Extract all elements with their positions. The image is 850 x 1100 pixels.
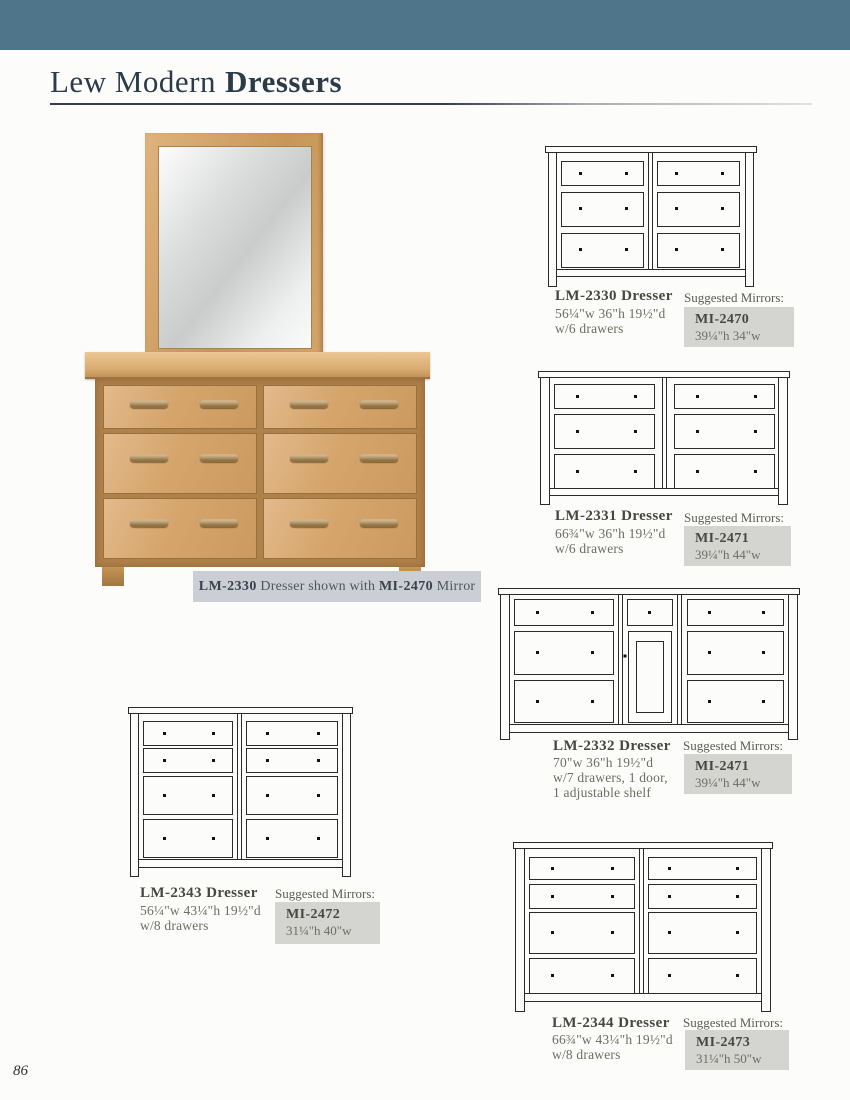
mirror-dimensions: 31¼"h 40"w — [286, 923, 352, 938]
photo-drawer — [263, 433, 417, 494]
suggested-mirror-box — [684, 307, 794, 347]
drawer-handle — [130, 400, 168, 408]
product-name: LM-2343 Dresser — [140, 885, 258, 901]
photo-caption — [193, 571, 481, 602]
drawer-handle — [360, 454, 398, 462]
photo-drawer — [103, 433, 257, 494]
caption-text: Dresser shown with — [256, 578, 379, 594]
product-config: w/8 drawers — [552, 1047, 621, 1062]
caption-mirror-model: MI-2470 — [378, 578, 434, 594]
mirror-dimensions: 39¼"h 34"w — [695, 328, 761, 343]
lm-2344-line-drawing — [513, 842, 773, 1012]
drawer-handle — [200, 519, 238, 527]
page-title-regular: Lew Modern — [50, 64, 216, 99]
drawer-handle — [360, 400, 398, 408]
drawer-handle — [360, 519, 398, 527]
product-config: w/7 drawers, 1 door, — [553, 770, 668, 785]
suggested-mirrors-label: Suggested Mirrors: — [683, 1015, 784, 1030]
drawer-handle — [130, 519, 168, 527]
product-config: w/6 drawers — [555, 321, 624, 336]
drawer-handle — [290, 454, 328, 462]
product-dimensions: 56¼"w 43¼"h 19½"d — [140, 903, 261, 918]
photo-drawer — [263, 385, 417, 429]
photo-drawer — [103, 498, 257, 559]
photo-drawer — [103, 385, 257, 429]
photo-drawer — [263, 498, 417, 559]
suggested-mirror-box — [275, 902, 380, 944]
suggested-mirror-box — [684, 526, 791, 566]
suggested-mirrors-label: Suggested Mirrors: — [684, 290, 785, 305]
dresser-photo-leg — [102, 567, 124, 586]
suggested-mirror-box — [685, 1030, 789, 1070]
drawer-handle — [200, 400, 238, 408]
product-dimensions: 70"w 36"h 19½"d — [553, 755, 654, 770]
title-divider — [50, 103, 812, 105]
product-name: LM-2332 Dresser — [553, 738, 671, 754]
mirror-dimensions: 39¼"h 44"w — [695, 775, 761, 790]
product-config: w/6 drawers — [555, 541, 624, 556]
page-title-bold: Dressers — [224, 64, 343, 99]
product-config-line2: 1 adjustable shelf — [553, 785, 652, 800]
suggested-mirror-box — [684, 754, 792, 794]
product-config: w/8 drawers — [140, 918, 209, 933]
lm-2332-line-drawing — [498, 588, 800, 740]
caption-model: LM-2330 — [198, 578, 257, 594]
mirror-model: MI-2473 — [696, 1035, 751, 1050]
product-name: LM-2331 Dresser — [555, 508, 673, 524]
mirror-dimensions: 31¼"h 50"w — [696, 1051, 762, 1066]
mirror-model: MI-2472 — [286, 907, 341, 922]
dresser-photo-body — [95, 379, 425, 567]
drawer-handle — [200, 454, 238, 462]
lm-2331-line-drawing — [538, 371, 790, 505]
product-dimensions: 66¾"w 36"h 19½"d — [555, 526, 666, 541]
lm-2343-line-drawing — [128, 707, 353, 877]
mirror-model: MI-2471 — [695, 759, 750, 774]
product-name: LM-2330 Dresser — [555, 288, 673, 304]
suggested-mirrors-label: Suggested Mirrors: — [684, 510, 785, 525]
mirror-dimensions: 39¼"h 44"w — [695, 547, 761, 562]
suggested-mirrors-label: Suggested Mirrors: — [683, 738, 784, 753]
page-number: 86 — [13, 1063, 28, 1079]
mirror-photo — [145, 133, 323, 360]
suggested-mirrors-label: Suggested Mirrors: — [275, 886, 376, 901]
caption-text-end: Mirror — [433, 578, 476, 594]
product-name: LM-2344 Dresser — [552, 1015, 670, 1031]
mirror-model: MI-2470 — [695, 312, 750, 327]
page-title — [50, 64, 342, 100]
mirror-model: MI-2471 — [695, 531, 750, 546]
product-dimensions: 66¾"w 43¼"h 19½"d — [552, 1032, 673, 1047]
lm-2330-line-drawing — [545, 146, 757, 288]
drawer-handle — [130, 454, 168, 462]
mirror-glass — [158, 146, 312, 349]
drawer-handle — [290, 400, 328, 408]
header-bar — [0, 0, 850, 50]
drawer-handle — [290, 519, 328, 527]
product-dimensions: 56¼"w 36"h 19½"d — [555, 306, 666, 321]
dresser-photo-top — [85, 352, 430, 379]
